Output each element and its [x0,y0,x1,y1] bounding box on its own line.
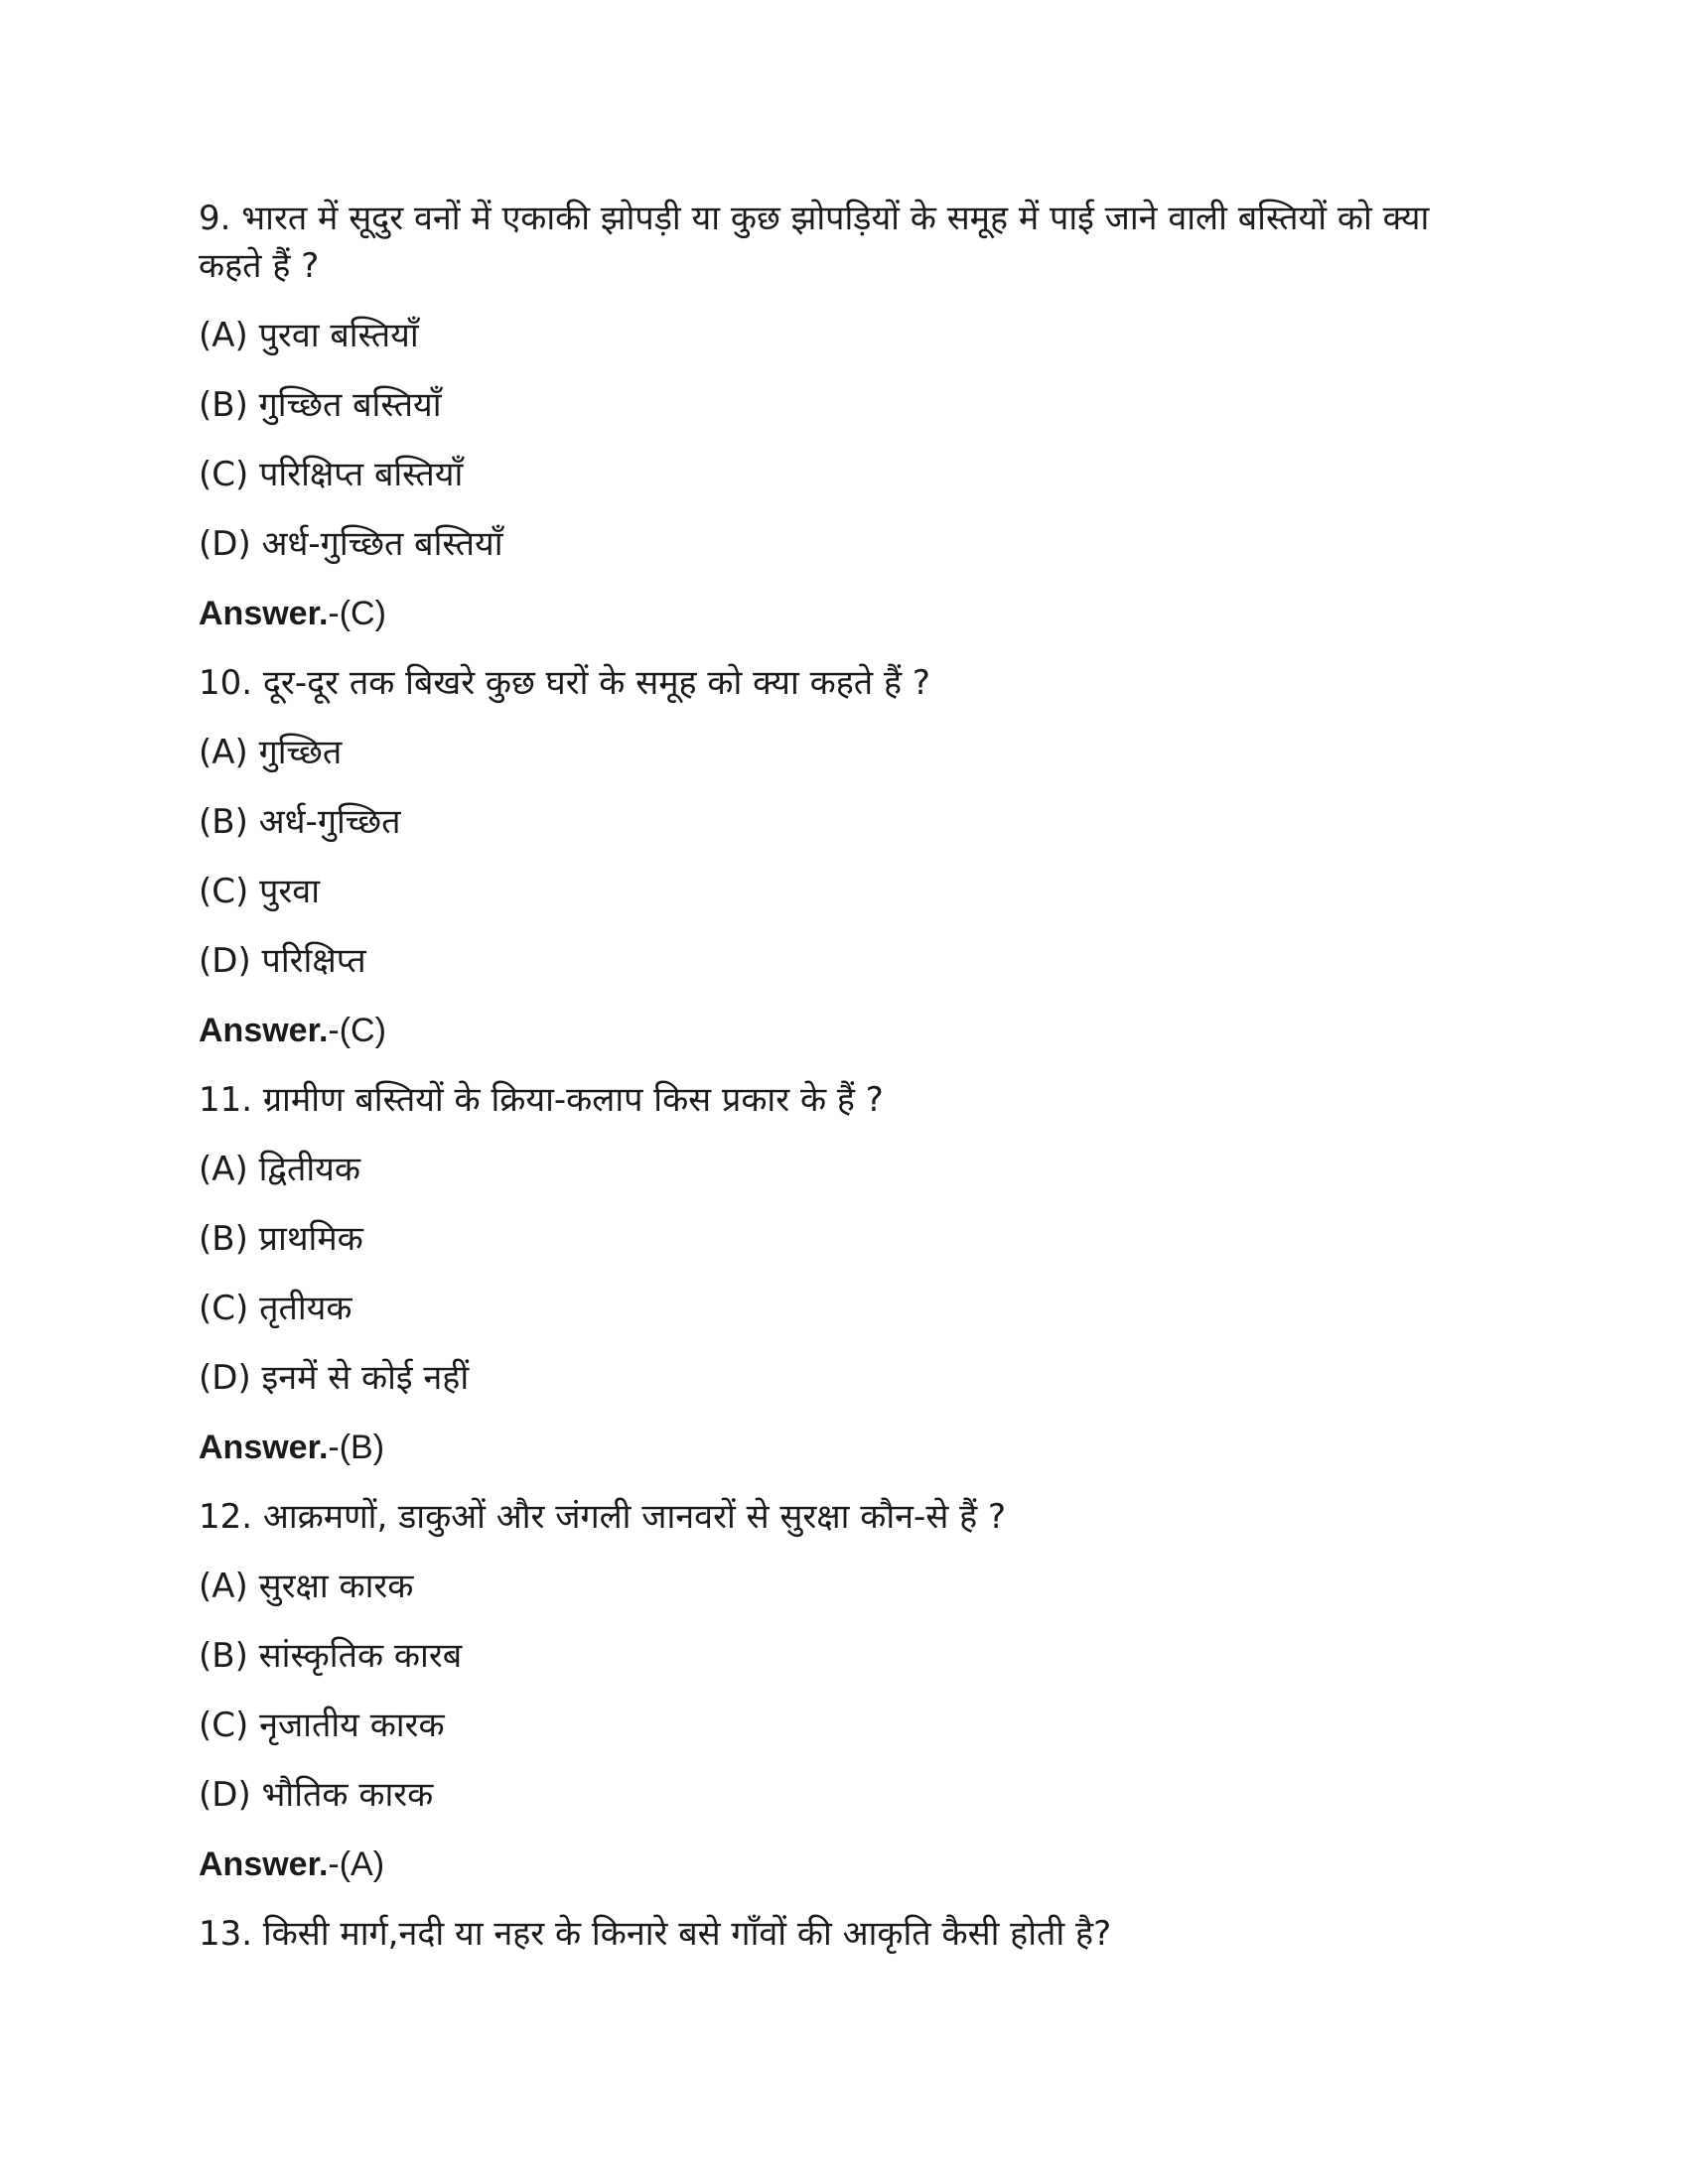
option-a: (A) गुच्छित [199,733,343,772]
question-text: 11. ग्रामीण बस्तियों के क्रिया-कलाप किस प्रकार के हैं ? [199,1080,884,1120]
question-block-11 [199,1076,1489,1471]
answer-label: Answer. [199,1012,329,1049]
question-text: 9. भारत में सूदुर वनों में एकाकी झोपड़ी या कुछ झोपड़ियों के समूह में पाई जाने वाली बस्तियों को क्या कहते हैं ? [199,199,1430,286]
option-c: (C) परिक्षिप्त बस्तियाँ [199,455,464,494]
answer-label: Answer. [199,1845,329,1883]
answer-line [199,1841,1489,1888]
option-d: (D) अर्ध-गुच्छित बस्तियाँ [199,524,503,564]
answer-label: Answer. [199,1429,329,1466]
option-a: (A) द्वितीयक [199,1150,360,1189]
question-text: 12. आक्रमणों, डाकुओं और जंगली जानवरों से सुरक्षा कौन-से हैं ? [199,1497,1007,1537]
option-b: (B) अर्ध-गुच्छित [199,802,401,842]
answer-label: Answer. [199,595,329,632]
answer-value: -(C) [328,1012,386,1049]
option-a: (A) पुरवा बस्तियाँ [199,316,419,355]
document-page [199,195,1489,1979]
answer-line [199,1424,1489,1471]
option-d: (D) परिक्षिप्त [199,941,366,981]
question-block-10 [199,659,1489,1054]
answer-value: -(B) [328,1429,385,1466]
option-c: (C) पुरवा [199,872,321,911]
question-block-9 [199,195,1489,637]
question-block-13 [199,1910,1489,1958]
question-block-12 [199,1493,1489,1888]
answer-value: -(C) [328,595,386,632]
answer-value: -(A) [328,1845,385,1883]
option-c: (C) नृजातीय कारक [199,1706,445,1745]
option-d: (D) इनमें से कोई नहीं [199,1358,470,1398]
question-text: 13. किसी मार्ग,नदी या नहर के किनारे बसे गाँवों की आकृति कैसी होती है? [199,1914,1112,1954]
option-d: (D) भौतिक कारक [199,1775,434,1815]
answer-line [199,1007,1489,1054]
answer-line [199,590,1489,637]
option-b: (B) सांस्कृतिक कारब [199,1636,463,1676]
option-c: (C) तृतीयक [199,1289,352,1328]
option-b: (B) प्राथमिक [199,1219,363,1259]
option-b: (B) गुच्छित बस्तियाँ [199,385,442,425]
option-a: (A) सुरक्षा कारक [199,1567,414,1606]
question-text: 10. दूर-दूर तक बिखरे कुछ घरों के समूह को क्या कहते हैं ? [199,663,930,703]
